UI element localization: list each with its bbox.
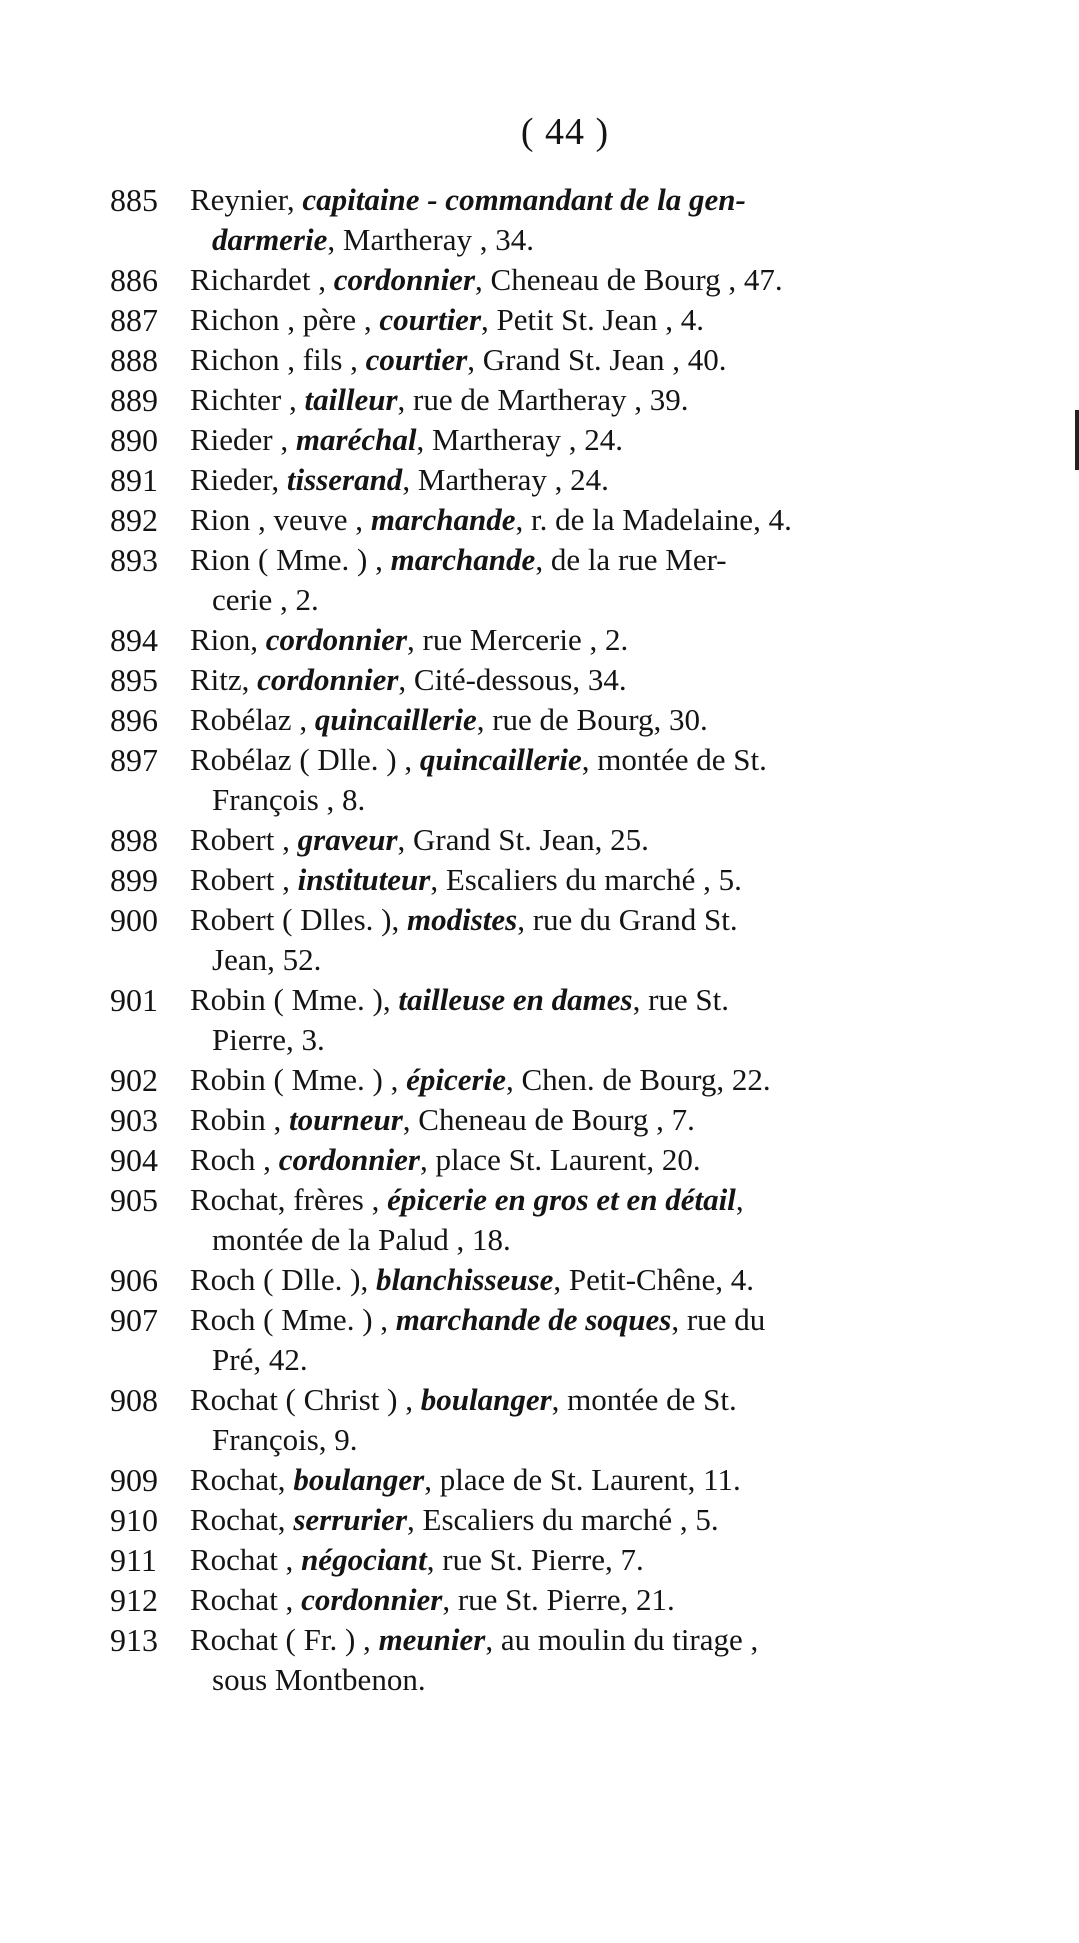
entry-number: 902	[110, 1062, 158, 1098]
entry-profession: graveur	[297, 822, 398, 857]
entry-profession: cordonnier	[257, 662, 399, 697]
directory-entry	[110, 820, 1025, 860]
directory-entry	[110, 1500, 1025, 1540]
directory-entry	[110, 380, 1025, 420]
entry-profession: boulanger	[293, 1462, 425, 1497]
entry-continuation: François, 9.	[212, 1422, 358, 1457]
directory-entry	[110, 340, 1025, 380]
entry-profession: tourneur	[289, 1102, 403, 1137]
entry-profession: cordonnier	[301, 1582, 443, 1617]
entry-name: Rochat ( Christ ) ,	[190, 1382, 413, 1417]
entry-number: 904	[110, 1142, 158, 1178]
entry-number: 891	[110, 462, 158, 498]
entry-profession: cordonnier	[333, 262, 476, 297]
directory-entry	[110, 1580, 1025, 1620]
entry-name: Rochat,	[190, 1462, 286, 1497]
entry-name: Roch ,	[190, 1142, 271, 1177]
entry-name: Rochat ( Fr. ) ,	[190, 1622, 371, 1657]
entry-name: Roch ( Dlle. ),	[190, 1262, 369, 1297]
entry-name: Robert ,	[190, 862, 290, 897]
entry-number: 886	[110, 262, 158, 298]
entry-profession: négociant	[301, 1542, 427, 1577]
entry-profession: modistes	[406, 902, 518, 937]
entry-address: , Martheray , 24.	[416, 422, 624, 457]
entry-number: 893	[110, 542, 158, 578]
entry-number: 898	[110, 822, 158, 858]
entry-profession: épicerie	[406, 1062, 506, 1097]
directory-entry	[110, 180, 1025, 260]
entry-profession: blanchisseuse	[375, 1262, 554, 1297]
entry-name: Roch ( Mme. ) ,	[190, 1302, 389, 1337]
entry-address: , Escaliers du marché , 5.	[430, 862, 742, 897]
entry-address: , rue St.	[632, 982, 730, 1017]
directory-entry	[110, 1300, 1025, 1380]
directory-entry	[110, 460, 1025, 500]
entry-profession-continued: darmerie	[212, 222, 328, 257]
directory-entry	[110, 420, 1025, 460]
entry-profession: meunier	[378, 1622, 486, 1657]
entry-address: , place de St. Laurent, 11.	[424, 1462, 741, 1497]
directory-entry	[110, 1460, 1025, 1500]
entry-number: 911	[110, 1542, 157, 1578]
entry-profession: marchande	[370, 502, 516, 537]
directory-entry	[110, 740, 1025, 820]
entry-number: 903	[110, 1102, 158, 1138]
entry-name: Reynier,	[190, 182, 295, 217]
entry-profession: tailleur	[304, 382, 398, 417]
entry-name: Robélaz ,	[190, 702, 308, 737]
entry-address: , Chen. de Bourg, 22.	[505, 1062, 771, 1097]
entry-profession: instituteur	[297, 862, 431, 897]
entry-address: , rue du	[671, 1302, 766, 1337]
entry-name: Rieder ,	[190, 422, 289, 457]
entry-address: ,	[735, 1182, 744, 1217]
entry-number: 885	[110, 182, 158, 218]
directory-entry	[110, 540, 1025, 620]
entry-address: , rue du Grand St.	[517, 902, 738, 937]
entry-address: , montée de St.	[581, 742, 767, 777]
directory-entry	[110, 260, 1025, 300]
directory-entry	[110, 1180, 1025, 1260]
entry-name: Ritz,	[190, 662, 250, 697]
entry-continuation: François , 8.	[212, 782, 366, 817]
entry-continuation	[190, 220, 1025, 260]
directory-entry	[110, 1140, 1025, 1180]
entry-address: , Cheneau de Bourg , 7.	[402, 1102, 695, 1137]
entry-address: , Escaliers du marché , 5.	[407, 1502, 719, 1537]
entry-address: , rue Mercerie , 2.	[407, 622, 629, 657]
entry-number: 912	[110, 1582, 158, 1618]
page-number: ( 44 )	[520, 111, 610, 153]
entry-number: 907	[110, 1302, 158, 1338]
entry-number: 906	[110, 1262, 158, 1298]
entry-name: Rochat,	[190, 1502, 286, 1537]
entry-address: , Martheray , 24.	[402, 462, 609, 497]
directory-entry	[110, 700, 1025, 740]
entry-name: Robert ,	[190, 822, 290, 857]
entry-address: , Grand St. Jean , 40.	[467, 342, 727, 377]
entry-address: , Petit St. Jean , 4.	[481, 302, 705, 337]
entry-address: , Grand St. Jean, 25.	[397, 822, 649, 857]
entry-profession: courtier	[365, 342, 468, 377]
entry-profession: marchande de soques	[395, 1302, 672, 1337]
entry-number: 887	[110, 302, 158, 338]
entry-address: , montée de St.	[551, 1382, 737, 1417]
entry-address: , Cité-dessous, 34.	[398, 662, 627, 697]
entry-name: Rochat ,	[190, 1542, 294, 1577]
entry-address: , rue St. Pierre, 21.	[442, 1582, 675, 1617]
entry-name: Rochat, frères ,	[190, 1182, 380, 1217]
directory-entry	[110, 300, 1025, 340]
entry-name: Robin ( Mme. ),	[190, 982, 391, 1017]
directory-entry	[110, 1060, 1025, 1100]
entry-profession: tailleuse en dames	[398, 982, 633, 1017]
directory-entry	[110, 1100, 1025, 1140]
entry-address: , rue de Bourg, 30.	[476, 702, 708, 737]
entry-number: 889	[110, 382, 158, 418]
entry-number: 894	[110, 622, 158, 658]
entry-number: 910	[110, 1502, 158, 1538]
directory-entry	[110, 860, 1025, 900]
entry-name: Rion,	[190, 622, 259, 657]
entry-number: 908	[110, 1382, 158, 1418]
directory-entry	[110, 500, 1025, 540]
entry-name: Rieder,	[190, 462, 280, 497]
page-edge-mark	[1075, 410, 1079, 470]
directory-entry	[110, 980, 1025, 1060]
entry-number: 888	[110, 342, 158, 378]
entry-profession: épicerie en gros et en détail	[387, 1182, 736, 1217]
entry-profession: marchande	[390, 542, 536, 577]
entry-profession: capitaine - commandant de la gen-	[302, 182, 746, 217]
entry-name: Richon , père ,	[190, 302, 372, 337]
entry-number: 899	[110, 862, 158, 898]
entry-profession: cordonnier	[265, 622, 408, 657]
entry-address: , r. de la Madelaine, 4.	[515, 502, 792, 537]
entry-list	[110, 180, 1025, 1700]
entry-profession: cordonnier	[278, 1142, 420, 1177]
entry-number: 900	[110, 902, 158, 938]
entry-continuation: Pierre, 3.	[212, 1022, 325, 1057]
entry-profession: serrurier	[293, 1502, 408, 1537]
entry-number: 905	[110, 1182, 158, 1218]
entry-number: 895	[110, 662, 158, 698]
entry-profession: tisserand	[286, 462, 403, 497]
entry-number: 913	[110, 1622, 158, 1658]
entry-name: Robin ,	[190, 1102, 282, 1137]
entry-number: 909	[110, 1462, 158, 1498]
entry-name: Richter ,	[190, 382, 297, 417]
entry-number: 890	[110, 422, 158, 458]
entry-continuation: cerie , 2.	[212, 582, 319, 617]
entry-continuation: montée de la Palud , 18.	[212, 1222, 511, 1257]
directory-entry	[110, 900, 1025, 980]
entry-address: , place St. Laurent, 20.	[419, 1142, 701, 1177]
entry-number: 892	[110, 502, 158, 538]
entry-profession: maréchal	[295, 422, 417, 457]
entry-number: 901	[110, 982, 158, 1018]
entry-address: , de la rue Mer-	[535, 542, 727, 577]
entry-profession: quincaillerie	[419, 742, 582, 777]
entry-profession: boulanger	[420, 1382, 552, 1417]
entry-continuation: Jean, 52.	[212, 942, 322, 977]
entry-name: Richon , fils ,	[190, 342, 358, 377]
entry-address: , rue de Martheray , 39.	[397, 382, 689, 417]
entry-name: Rion , veuve ,	[190, 502, 364, 537]
directory-entry	[110, 660, 1025, 700]
entry-continuation: sous Montbenon.	[212, 1662, 426, 1697]
directory-entry	[110, 1620, 1025, 1700]
directory-entry	[110, 1260, 1025, 1300]
entry-address: , Petit-Chêne, 4.	[553, 1262, 754, 1297]
entry-profession: quincaillerie	[314, 702, 477, 737]
entry-name: Robert ( Dlles. ),	[190, 902, 400, 937]
entry-name: Rion ( Mme. ) ,	[190, 542, 383, 577]
entry-profession: courtier	[379, 302, 482, 337]
entry-continuation: Pré, 42.	[212, 1342, 308, 1377]
entry-number: 897	[110, 742, 158, 778]
entry-number: 896	[110, 702, 158, 738]
entry-name: Richardet ,	[190, 262, 327, 297]
directory-entry	[110, 1380, 1025, 1460]
entry-address: , Martheray , 34.	[327, 222, 534, 257]
entry-address: , au moulin du tirage ,	[485, 1622, 759, 1657]
directory-entry	[110, 620, 1025, 660]
entry-address: , Cheneau de Bourg , 47.	[475, 262, 783, 297]
entry-address: , rue St. Pierre, 7.	[426, 1542, 644, 1577]
entry-name: Rochat ,	[190, 1582, 294, 1617]
entry-name: Robin ( Mme. ) ,	[190, 1062, 399, 1097]
directory-entry	[110, 1540, 1025, 1580]
entry-name: Robélaz ( Dlle. ) ,	[190, 742, 413, 777]
